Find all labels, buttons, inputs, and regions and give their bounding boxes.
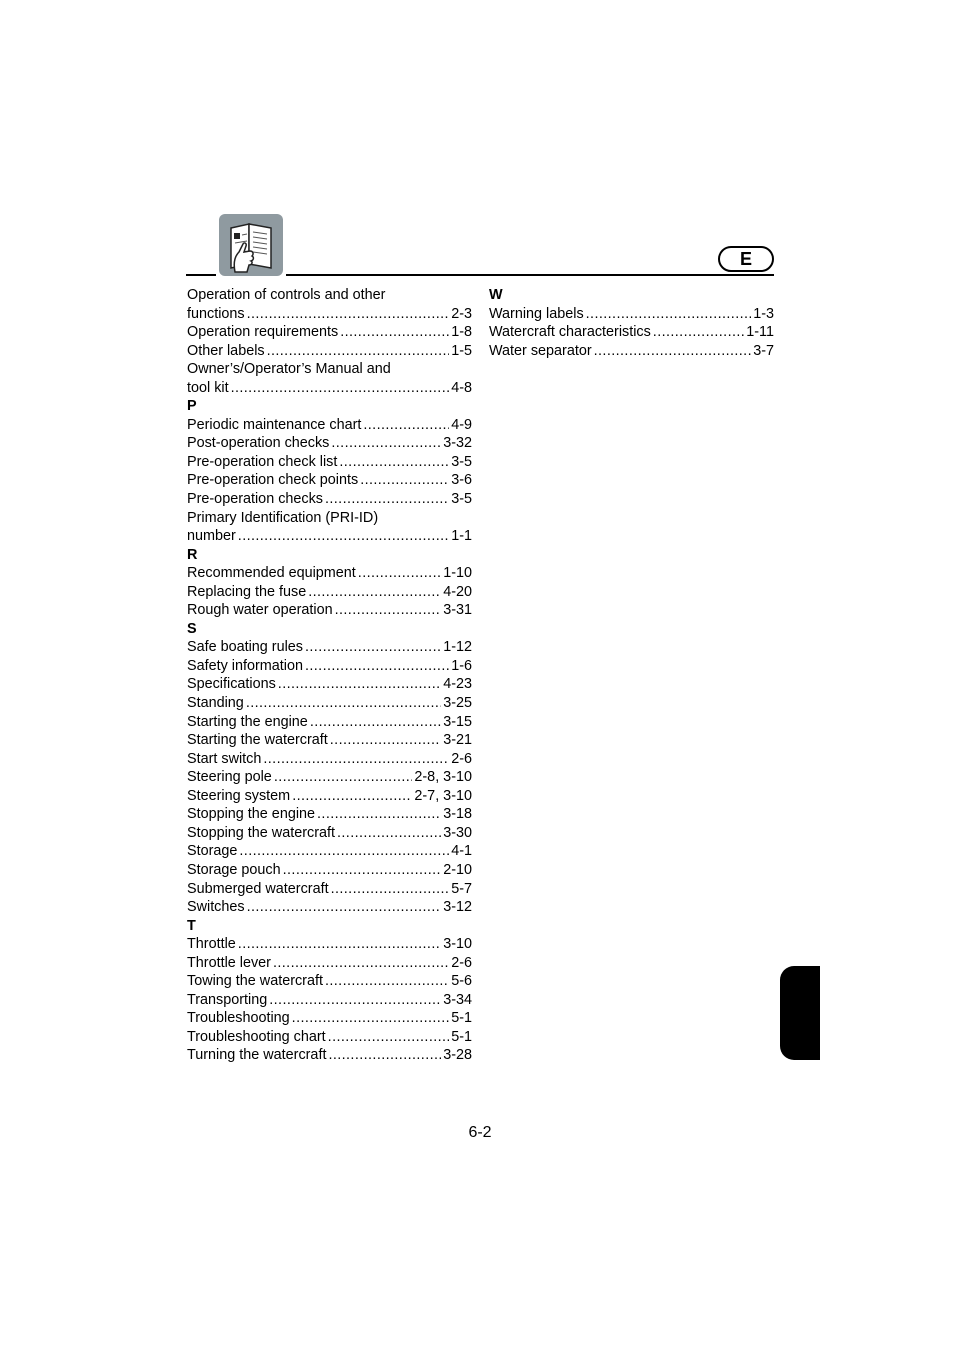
index-page-ref: 3-21 <box>443 732 472 749</box>
index-entry <box>187 453 472 472</box>
dot-leader <box>247 898 442 917</box>
dot-leader <box>283 861 442 880</box>
index-entry-text: Standing <box>187 695 244 712</box>
index-entry-text: Pre-operation check points <box>187 472 359 489</box>
dot-leader <box>305 638 441 657</box>
index-letter-heading: S <box>187 620 197 637</box>
index-entry-text: Throttle <box>187 936 236 953</box>
dot-leader <box>330 731 441 750</box>
index-entry-text: Stopping the watercraft <box>187 824 335 841</box>
index-page-ref: 3-7 <box>753 342 774 359</box>
dot-leader <box>325 490 449 509</box>
index-page-ref: 1-10 <box>443 565 472 582</box>
dot-leader <box>267 342 450 361</box>
index-entry-text: Safety information <box>187 657 303 674</box>
index-page-ref: 3-30 <box>443 824 472 841</box>
index-page-ref: 3-6 <box>451 472 472 489</box>
index-entry <box>187 1028 472 1047</box>
index-entry-text: Operation of controls and other <box>187 287 386 303</box>
index-entry <box>187 787 472 806</box>
header-rule-right <box>286 274 774 276</box>
dot-leader <box>328 1028 450 1047</box>
dot-leader <box>239 842 449 861</box>
index-entry-text: Transporting <box>187 991 268 1008</box>
manual-book-icon <box>219 214 283 276</box>
index-entry-text: Start switch <box>187 750 262 767</box>
index-entry <box>187 323 472 342</box>
dot-leader <box>278 675 441 694</box>
index-entry <box>187 342 472 361</box>
dot-leader <box>305 657 449 676</box>
index-entry-text: Other labels <box>187 342 265 359</box>
index-entry-text: Switches <box>187 899 245 916</box>
dot-leader <box>325 972 449 991</box>
index-page-ref: 5-1 <box>451 1028 472 1045</box>
index-entry <box>187 824 472 843</box>
dot-leader <box>328 1046 441 1065</box>
index-entry <box>187 471 472 490</box>
dot-leader <box>308 583 441 602</box>
dot-leader <box>331 434 441 453</box>
index-page-ref: 5-6 <box>451 973 472 990</box>
dot-leader <box>337 824 441 843</box>
index-page-ref: 3-5 <box>451 491 472 508</box>
index-page-ref: 3-15 <box>443 713 472 730</box>
index-page-ref: 5-7 <box>451 880 472 897</box>
index-entry-text: Owner’s/Operator’s Manual and <box>187 361 391 378</box>
dot-leader <box>358 564 441 583</box>
dot-leader <box>310 713 441 732</box>
dot-leader <box>317 805 441 824</box>
index-entry <box>187 898 472 917</box>
index-letter-heading: W <box>489 287 503 303</box>
index-entry-text: Safe boating rules <box>187 639 304 656</box>
index-page-ref: 3-10 <box>443 936 472 953</box>
dot-leader <box>586 305 752 324</box>
index-entry <box>187 638 472 657</box>
index-page-ref: 3-32 <box>443 435 472 452</box>
index-entry <box>187 731 472 750</box>
index-entry-text: Troubleshooting chart <box>187 1028 326 1045</box>
dot-leader <box>292 1009 450 1028</box>
index-entry <box>187 713 472 732</box>
dot-leader <box>238 527 449 546</box>
index-entry <box>489 305 774 324</box>
index-entry <box>489 323 774 342</box>
index-page-ref: 2-8, 3-10 <box>414 769 472 786</box>
index-page-ref: 4-1 <box>451 843 472 860</box>
index-entry <box>187 972 472 991</box>
index-entry-text: number <box>187 528 236 545</box>
index-column-right <box>489 286 774 360</box>
dot-leader <box>360 471 449 490</box>
index-page-ref: 3-31 <box>443 602 472 619</box>
index-entry-text: Throttle lever <box>187 954 271 971</box>
dot-leader <box>231 379 450 398</box>
index-entry-text: Stopping the engine <box>187 806 316 823</box>
index-entry <box>187 490 472 509</box>
index-entry <box>187 768 472 787</box>
index-entry-text: Periodic maintenance chart <box>187 416 362 433</box>
index-entry-text: Starting the engine <box>187 713 308 730</box>
index-entry-text: functions <box>187 305 245 322</box>
index-page-ref: 3-34 <box>443 991 472 1008</box>
index-entry <box>187 583 472 602</box>
index-entry <box>187 416 472 435</box>
index-entry-text: Watercraft characteristics <box>489 324 651 341</box>
index-column-left <box>187 286 472 1065</box>
index-entry-text: Post-operation checks <box>187 435 330 452</box>
chapter-tab <box>780 966 820 1060</box>
index-entry <box>187 750 472 769</box>
header-rule-left <box>186 274 216 276</box>
index-entry-text: Pre-operation checks <box>187 491 323 508</box>
index-page-ref: 2-10 <box>443 861 472 878</box>
dot-leader <box>238 935 441 954</box>
index-entry <box>187 657 472 676</box>
index-page-ref: 1-6 <box>451 657 472 674</box>
index-letter-heading: P <box>187 398 197 415</box>
index-page-ref: 1-12 <box>443 639 472 656</box>
dot-leader <box>331 880 450 899</box>
index-page-ref: 1-1 <box>451 528 472 545</box>
index-entry-text: Operation requirements <box>187 324 339 341</box>
index-entry-text: Towing the watercraft <box>187 973 323 990</box>
language-badge: E <box>718 246 774 272</box>
index-entry-text: Steering pole <box>187 769 272 786</box>
index-entry-text: Starting the watercraft <box>187 732 328 749</box>
index-entry-text: Pre-operation check list <box>187 453 338 470</box>
dot-leader <box>339 453 449 472</box>
index-entry-text: Turning the watercraft <box>187 1047 327 1064</box>
dot-leader <box>247 305 450 324</box>
index-page-ref: 2-6 <box>451 750 472 767</box>
index-page-ref: 2-3 <box>451 305 472 322</box>
index-entry-text: Specifications <box>187 676 276 693</box>
index-page-ref: 1-3 <box>753 305 774 322</box>
index-page-ref: 5-1 <box>451 1010 472 1027</box>
index-page-ref: 3-25 <box>443 695 472 712</box>
index-entry-text: Replacing the fuse <box>187 583 307 600</box>
dot-leader <box>274 768 413 787</box>
index-page-ref: 2-7, 3-10 <box>414 787 472 804</box>
index-entry <box>187 842 472 861</box>
index-entry <box>187 861 472 880</box>
dot-leader <box>335 601 442 620</box>
index-entry-text: Recommended equipment <box>187 565 356 582</box>
index-page-ref: 2-6 <box>451 954 472 971</box>
index-entry-text: tool kit <box>187 379 229 396</box>
page-number: 6-2 <box>468 1124 492 1141</box>
index-entry <box>187 805 472 824</box>
index-letter-heading: T <box>187 917 196 934</box>
index-page-ref: 4-20 <box>443 583 472 600</box>
dot-leader <box>292 787 412 806</box>
index-entry-text: Storage <box>187 843 238 860</box>
index-entry-text: Warning labels <box>489 305 584 322</box>
index-entry <box>187 675 472 694</box>
index-page-ref: 3-18 <box>443 806 472 823</box>
index-page-ref: 1-5 <box>451 342 472 359</box>
dot-leader <box>363 416 449 435</box>
index-entry <box>187 1046 472 1065</box>
index-page-ref: 3-28 <box>443 1047 472 1064</box>
index-entry-text: Rough water operation <box>187 602 333 619</box>
index-entry-text: Troubleshooting <box>187 1010 290 1027</box>
index-page-ref: 4-8 <box>451 379 472 396</box>
index-page-ref: 1-11 <box>746 324 774 341</box>
index-letter-heading: R <box>187 546 198 563</box>
index-entry <box>187 434 472 453</box>
dot-leader <box>594 342 752 361</box>
dot-leader <box>263 750 449 769</box>
dot-leader <box>269 991 441 1010</box>
index-entry-text: Water separator <box>489 342 592 359</box>
index-page-ref: 4-9 <box>451 416 472 433</box>
index-entry <box>187 286 472 323</box>
dot-leader <box>246 694 441 713</box>
index-entry <box>187 694 472 713</box>
index-entry-text: Primary Identification (PRI-ID) <box>187 509 379 526</box>
index-entry <box>187 360 472 397</box>
index-entry <box>187 509 472 546</box>
dot-leader <box>273 954 449 973</box>
index-page-ref: 3-5 <box>451 453 472 470</box>
index-entry <box>187 935 472 954</box>
index-entry <box>187 880 472 899</box>
index-entry-text: Storage pouch <box>187 861 281 878</box>
index-page-ref: 4-23 <box>443 676 472 693</box>
index-entry <box>489 342 774 361</box>
index-entry <box>187 601 472 620</box>
index-entry-text: Steering system <box>187 787 291 804</box>
index-entry <box>187 564 472 583</box>
index-entry-text: Submerged watercraft <box>187 880 329 897</box>
dot-leader <box>340 323 449 342</box>
index-entry <box>187 1009 472 1028</box>
dot-leader <box>653 323 744 342</box>
index-page-ref: 1-8 <box>451 324 472 341</box>
index-entry <box>187 991 472 1010</box>
index-page-ref: 3-12 <box>443 899 472 916</box>
index-entry <box>187 954 472 973</box>
